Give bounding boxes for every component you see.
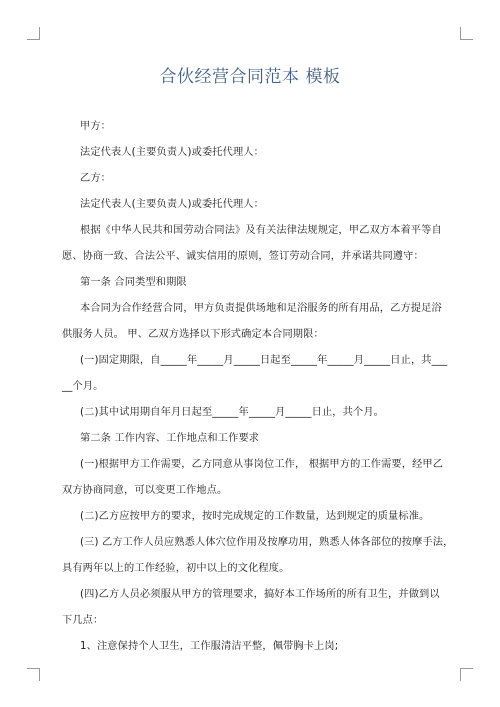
item-1-line: 1、注意保持个人卫生，工作服清洁平整，佩带胸卡上岗;	[80, 641, 339, 652]
clause-4-line-1: (四)乙方人员必须服从甲方的管理要求，搞好本工作场所的所有卫生，并做到以	[80, 589, 440, 600]
preamble-line-2: 愿、协商一致、合法公平、诚实信用的原则，签订劳动合同，并承诺共同遵守：	[62, 251, 424, 262]
document-body	[62, 114, 454, 660]
document-title: 合伙经营合同范本 模板	[159, 67, 341, 87]
clause-4-line-2: 下几点：	[62, 615, 104, 626]
clause-2-line: (二)乙方应按甲方的要求，按时完成规定的工作数量，达到规定的质量标准。	[80, 511, 430, 522]
party-a-representative-line: 法定代表人(主要负责人)或委托代理人：	[80, 147, 264, 158]
article-1-line-2: 供服务人员。 甲、乙双方选择以下形式确定本合同期限：	[62, 329, 324, 340]
clause-3-line-2: 具有两年以上的工作经验，初中以上的文化程度。	[62, 563, 290, 574]
article-1-heading: 第一条 合同类型和期限	[80, 277, 187, 288]
clause-1-line-1: (一)根据甲方工作需要，乙方同意从事岗位工作， 根据甲方的工作需要，经甲乙	[80, 459, 444, 470]
clause-3-line-1: (三) 乙方工作人员应熟悉人体穴位作用及按摩功用，熟悉人体各部位的按摩手法，	[80, 537, 454, 548]
article-2-heading: 第二条 工作内容、工作地点和工作要求	[80, 433, 260, 444]
party-b-representative-line: 法定代表人(主要负责人)或委托代理人：	[80, 199, 264, 210]
crop-mark-top-right	[460, 27, 473, 40]
crop-mark-top-left	[27, 27, 40, 40]
probation-line: (二)其中试用期自年月日起至_____年_____月_____日止，共个月。	[80, 407, 384, 418]
party-b-line: 乙方：	[80, 173, 112, 184]
article-1-line-1: 本合同为合作经营合同，甲方负责提供场地和足浴服务的所有用品，乙方提足浴	[80, 303, 442, 314]
preamble-line-1: 根据《中华人民共和国劳动合同法》及有关法律法规规定，甲乙双方本着平等自	[80, 225, 442, 236]
party-a-line: 甲方：	[80, 121, 112, 132]
fixed-term-line-2: __个月。	[62, 381, 104, 392]
crop-mark-bottom-right	[460, 668, 473, 681]
crop-mark-bottom-left	[27, 668, 40, 681]
clause-1-line-2: 双方协商同意，可以变更工作地点。	[62, 485, 228, 496]
fixed-term-line-1: (一)固定期限，自_____年_____月_____日起至_____年_____月_____日止，共___	[80, 355, 448, 366]
